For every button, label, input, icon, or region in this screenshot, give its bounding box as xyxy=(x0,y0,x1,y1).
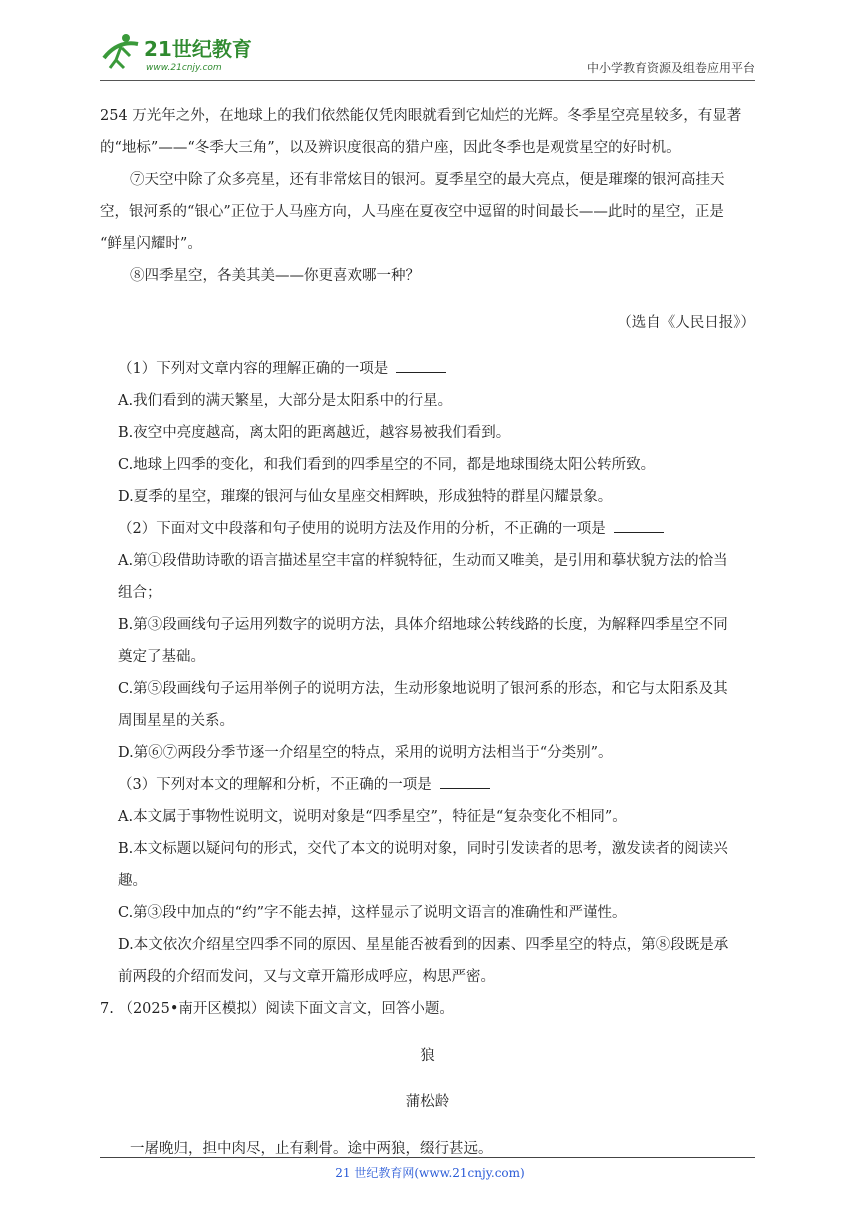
option: A.我们看到的满天繁星，大部分是太阳系中的行星。 xyxy=(118,393,453,409)
logo xyxy=(100,30,260,74)
question-stem: （1）下列对文章内容的理解正确的一项是 xyxy=(100,353,755,385)
logo-text: 21世纪教育 xyxy=(144,37,252,61)
footer-link[interactable]: 21 世纪教育网(www.21cnjy.com) xyxy=(335,1166,525,1180)
question-stem: （2）下面对文中段落和句子使用的说明方法及作用的分析，不正确的一项是 xyxy=(100,513,755,545)
option: D.夏季的星空，璀璨的银河与仙女星座交相辉映，形成独特的群星闪耀景象。 xyxy=(118,489,613,505)
option: B.夜空中亮度越高，离太阳的距离越近，越容易被我们看到。 xyxy=(118,425,511,441)
platform-label: 中小学教育资源及组卷应用平台 xyxy=(586,61,755,75)
answer-blank[interactable] xyxy=(614,520,664,533)
option: B.第③段画线句子运用列数字的说明方法，具体介绍地球公转线路的长度，为解释四季星空不同 xyxy=(118,617,728,633)
option: C.第③段中加点的“约”字不能去掉，这样显示了说明文语言的准确性和严谨性。 xyxy=(118,905,627,921)
option: B.本文标题以疑问句的形式，交代了本文的说明对象，同时引发读者的思考，激发读者的阅读兴 xyxy=(118,841,728,857)
option: 趣。 xyxy=(118,873,147,889)
option: A.本文属于事物性说明文，说明对象是“四季星空”，特征是“复杂变化不相同”。 xyxy=(118,809,627,825)
option: 前两段的介绍而发问，又与文章开篇形成呼应，构思严密。 xyxy=(118,969,495,985)
option: D.本文依次介绍星空四季不同的原因、星星能否被看到的因素、四季星空的特点，第⑧段既是承 xyxy=(118,937,729,953)
passage-line: 的“地标”——“冬季大三角”，以及辨识度很高的猎户座，因此冬季也是观赏星空的好时机。 xyxy=(100,140,681,156)
page-header xyxy=(100,30,755,81)
passage-line: “鲜星闪耀时”。 xyxy=(100,236,202,252)
passage-line: ⑦天空中除了众多亮星，还有非常炫目的银河。夏季星空的最大亮点，便是璀璨的银河高挂天 xyxy=(130,172,725,188)
logo-url: www.21cnjy.com xyxy=(146,63,222,73)
option: C.第⑤段画线句子运用举例子的说明方法，生动形象地说明了银河系的形态，和它与太阳系及其 xyxy=(118,681,728,697)
question-stem: （3）下列对本文的理解和分析，不正确的一项是 xyxy=(100,769,755,801)
option: A.第①段借助诗歌的语言描述星空丰富的样貌特征，生动而又唯美，是引用和摹状貌方法的恰当 xyxy=(118,553,728,569)
question-7-stem: 7. （2025•南开区模拟）阅读下面文言文，回答小题。 xyxy=(100,1001,454,1017)
answer-blank[interactable] xyxy=(440,776,490,789)
option: 组合； xyxy=(118,585,162,601)
footer-divider xyxy=(100,1157,755,1158)
poem-author: 蒲松龄 xyxy=(405,1094,450,1110)
answer-blank[interactable] xyxy=(396,360,446,373)
passage-line: ⑧四季星空，各美其美——你更喜欢哪一种？ xyxy=(130,268,420,284)
poem-title: 狼 xyxy=(420,1047,435,1064)
passage-line: 254 万光年之外，在地球上的我们依然能仅凭肉眼就看到它灿烂的光辉。冬季星空亮星较多，有显著 xyxy=(100,108,742,124)
option: 奠定了基础。 xyxy=(118,649,205,665)
poem-first-line: 一屠晚归，担中肉尽，止有剩骨。途中两狼，缀行甚远。 xyxy=(130,1140,493,1157)
option: C.地球上四季的变化，和我们看到的四季星空的不同，都是地球围绕太阳公转所致。 xyxy=(118,457,656,473)
passage-line: 空，银河系的“银心”正位于人马座方向，人马座在夏夜空中逗留的时间最长——此时的星空，正是 xyxy=(100,204,724,220)
source-citation: （选自《人民日报》） xyxy=(617,314,755,331)
document-body xyxy=(100,100,755,1165)
option: 周围星星的关系。 xyxy=(118,713,234,729)
option: D.第⑥⑦两段分季节逐一介绍星空的特点，采用的说明方法相当于“分类别”。 xyxy=(118,745,613,761)
